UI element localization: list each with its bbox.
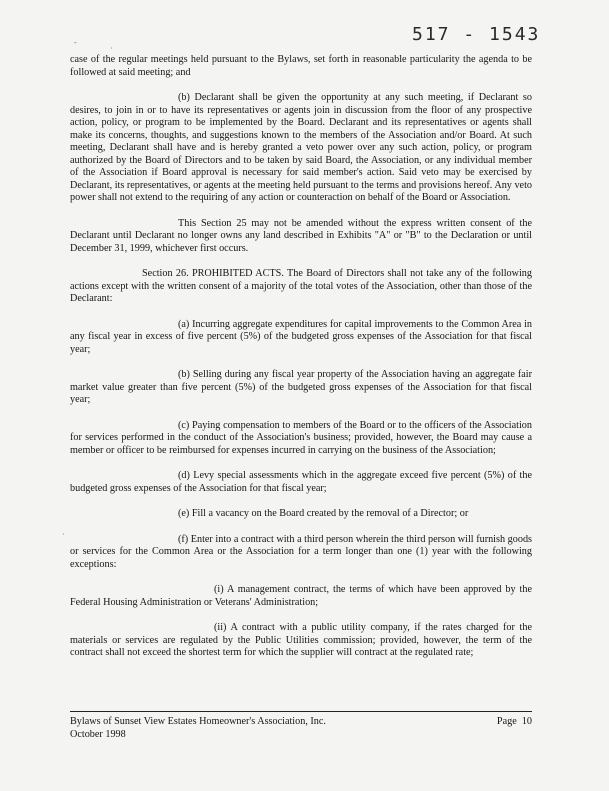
clause-f-ii: (ii) A contract with a public utility company, if the rates charged for the materials or services are regulated by the Public Utilities commission; provided, however, the term of the contract shall not exceed the shortest term for which the supplier will contract at the regulated rate; <box>70 622 532 658</box>
document-body <box>70 54 532 660</box>
clause-b: (b) Selling during any fiscal year property of the Association having an aggregate fair market value greater than five percent (5%) of the budgeted gross expenses of the Association for that fiscal year; <box>70 369 532 405</box>
footer-divider <box>70 711 532 712</box>
clause-d: (d) Levy special assessments which in the aggregate exceed five percent (5%) of the budgeted gross expenses of the Association for that fiscal year; <box>70 470 532 494</box>
page-footer <box>70 716 532 741</box>
document-number: 517 - 1543 <box>412 24 541 45</box>
scan-speck: - <box>74 38 77 47</box>
clause-f-i: (i) A management contract, the terms of which have been approved by the Federal Housing Administration or Veterans' Administration; <box>70 584 532 608</box>
clause-c: (c) Paying compensation to members of the Board or to the officers of the Association for services performed in the conduct of the Association's business; provided, however, the Board may cause a member or officer to be reimbursed for expenses incurred in carrying on the business of the Association; <box>70 419 532 456</box>
scan-speck: · <box>62 530 65 539</box>
scan-speck: · <box>110 44 113 53</box>
paragraph-continuation: case of the regular meetings held pursuant to the Bylaws, set forth in reasonable particularity the agenda to be followed at said meeting; and <box>70 54 532 78</box>
clause-a: (a) Incurring aggregate expenditures for capital improvements to the Common Area in any fiscal year in excess of five percent (5%) of the budgeted gross expenses of the Association for that fiscal year; <box>70 318 532 355</box>
footer-page-label: Page <box>496 716 517 727</box>
footer-title: Bylaws of Sunset View Estates Homeowner's Association, Inc. <box>70 716 326 727</box>
section-26-heading-paragraph: Section 26. PROHIBITED ACTS. The Board of Directors shall not take any of the following actions except with the written consent of a majority of the total votes of the Association, other than those of the Declarant: <box>70 268 532 304</box>
paragraph-amendment-restriction: This Section 25 may not be amended without the express written consent of the Declarant until Declarant no longer owns any land described in Exhibits "A" or "B" to the Declaration or until December 31, 1999, whichever first occurs. <box>70 217 532 254</box>
clause-f: (f) Enter into a contract with a third person wherein the third person will furnish goods or services for the Common Area or the Association for a term longer than one (1) year with the following exceptions: <box>70 533 532 570</box>
footer-date: October 1998 <box>70 728 126 740</box>
clause-e: (e) Fill a vacancy on the Board created by the removal of a Director; or <box>178 508 469 519</box>
paragraph-declarant-veto: (b) Declarant shall be given the opportunity at any such meeting, if Declarant so desires, to join in or to have its representatives or agents join in discussion from the floor of any prospective action, policy, or program to be implemented by the Board. Declarant and its representatives or agents shall make its concerns, thoughts, and suggestions known to the members of the Association and/or Board. At such meeting, Declarant shall have and is hereby granted a veto power over any such action, policy, or program authorized by the Board of Directors and to be taken by said Board, the Association, or any individual member of the Association if Board approval is necessary for said member's action. Said veto may be exercised by Declarant, its representatives, or agents at the meeting held pursuant to the terms and provisions hereof. Any veto power shall not extend to the requiring of any action or counteraction on behalf of the Board or Association. <box>70 92 532 203</box>
footer-page-indicator <box>497 716 532 729</box>
footer-page-number: 10 <box>521 716 532 727</box>
